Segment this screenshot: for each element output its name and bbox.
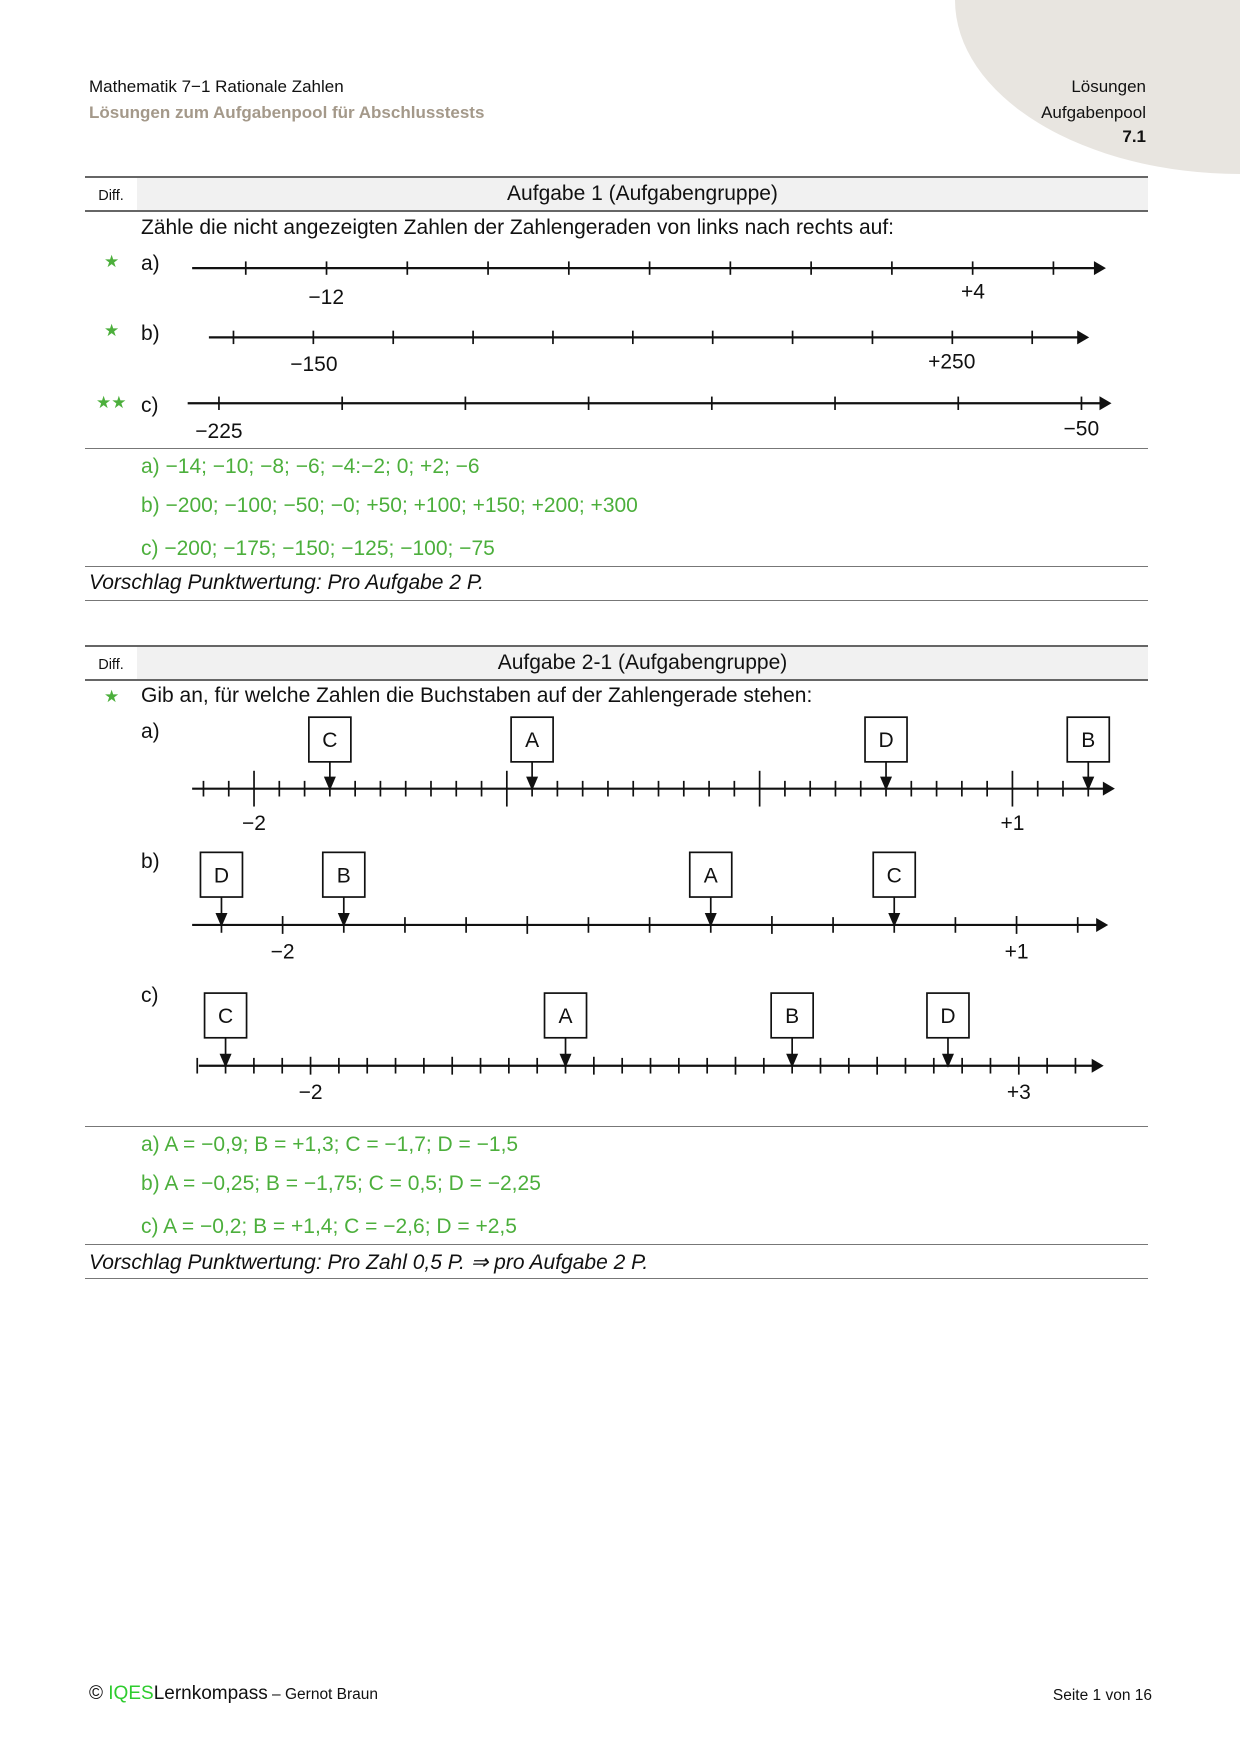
arrow-head <box>1092 1059 1104 1073</box>
answer-b: b) A = −0,25; B = −1,75; C = 0,5; D = −2,25 <box>141 1172 541 1195</box>
header-right-3: 7.1 <box>1122 127 1146 146</box>
answer-b: b) −200; −100; −50; −0; +50; +100; +150; +200; +300 <box>141 494 638 517</box>
marker-letter: D <box>213 864 230 888</box>
diff-label: Diff. <box>85 178 137 210</box>
tick-label: −12 <box>308 285 345 309</box>
arrow-head <box>1094 261 1106 275</box>
header-right-1: Lösungen <box>1071 77 1146 96</box>
task2-title: Aufgabe 2-1 (Aufgabengruppe) <box>137 647 1148 679</box>
difficulty-stars: ★★ <box>96 393 127 412</box>
tick-label: −225 <box>195 419 243 443</box>
task2-header <box>85 645 1148 681</box>
tick-label: +3 <box>1006 1081 1031 1105</box>
marker-letter: D <box>878 729 894 753</box>
difficulty-stars: ★ <box>104 687 120 706</box>
copyright-symbol: © <box>89 1683 103 1704</box>
tick-label: −2 <box>270 940 295 964</box>
divider <box>85 448 1148 449</box>
part-label: a) <box>141 252 160 275</box>
tick-label: −150 <box>290 352 338 376</box>
arrow-head <box>1096 918 1108 932</box>
footer-author: – Gernot Braun <box>267 1686 379 1703</box>
marker-letter: B <box>1081 729 1096 753</box>
answer-a: a) −14; −10; −8; −6; −4:−2; 0; +2; −6 <box>141 455 480 478</box>
header-right-2: Aufgabenpool <box>1041 103 1146 122</box>
divider <box>85 1126 1148 1127</box>
divider <box>85 600 1148 601</box>
marker-letter: C <box>217 1005 234 1029</box>
tick-label: +1 <box>1000 812 1025 836</box>
marker-letter: C <box>322 729 338 753</box>
tick-label: −2 <box>242 812 267 836</box>
answer-c: c) −200; −175; −150; −125; −100; −75 <box>141 537 495 560</box>
marker-letter: A <box>703 864 718 888</box>
tick-label: +4 <box>961 280 985 304</box>
task1-instruction: Zähle die nicht angezeigten Zahlen der Zahlengeraden von links nach rechts auf: <box>141 216 894 239</box>
marker-letter: C <box>886 864 902 888</box>
marker-letter: B <box>785 1005 800 1029</box>
brand-lernkompass: Lernkompass <box>153 1683 268 1704</box>
answer-c: c) A = −0,2; B = +1,4; C = −2,6; D = +2,5 <box>141 1215 517 1238</box>
footer-brand <box>89 1683 378 1705</box>
part-label: a) <box>141 720 160 743</box>
page-number: Seite 1 von 16 <box>1052 1687 1152 1704</box>
arrow-head <box>1077 330 1089 344</box>
part-label: b) <box>141 322 160 345</box>
part-label: c) <box>141 394 159 417</box>
part-label: b) <box>141 850 160 873</box>
marker-letter: A <box>558 1005 573 1029</box>
diff-label: Diff. <box>85 647 137 679</box>
tick-label: +1 <box>1004 940 1029 964</box>
difficulty-stars: ★ <box>104 252 120 271</box>
divider <box>85 566 1148 567</box>
brand-iqes: IQES <box>108 1683 154 1704</box>
tick-label: −50 <box>1063 417 1100 441</box>
marker-letter: B <box>336 864 351 888</box>
subject-title: Mathematik 7−1 Rationale Zahlen <box>89 77 344 96</box>
tick-label: −2 <box>298 1081 323 1105</box>
marker-letter: A <box>525 729 540 753</box>
scoring-note: Vorschlag Punktwertung: Pro Aufgabe 2 P. <box>89 571 484 594</box>
arrow-head <box>1100 396 1112 410</box>
scoring-note: Vorschlag Punktwertung: Pro Zahl 0,5 P. ⇒ pro Aufgabe 2 P. <box>89 1251 649 1274</box>
divider <box>85 1278 1148 1279</box>
divider <box>85 1244 1148 1245</box>
tick-label: +250 <box>928 350 976 374</box>
part-label: c) <box>141 984 159 1007</box>
task1-title: Aufgabe 1 (Aufgabengruppe) <box>137 178 1148 210</box>
document-subtitle: Lösungen zum Aufgabenpool für Abschlusstests <box>89 103 485 122</box>
marker-letter: D <box>940 1005 956 1029</box>
difficulty-stars: ★ <box>104 321 120 340</box>
arrow-head <box>1103 782 1115 796</box>
task2-instruction: Gib an, für welche Zahlen die Buchstaben auf der Zahlengerade stehen: <box>141 684 813 707</box>
answer-a: a) A = −0,9; B = +1,3; C = −1,7; D = −1,5 <box>141 1133 519 1156</box>
